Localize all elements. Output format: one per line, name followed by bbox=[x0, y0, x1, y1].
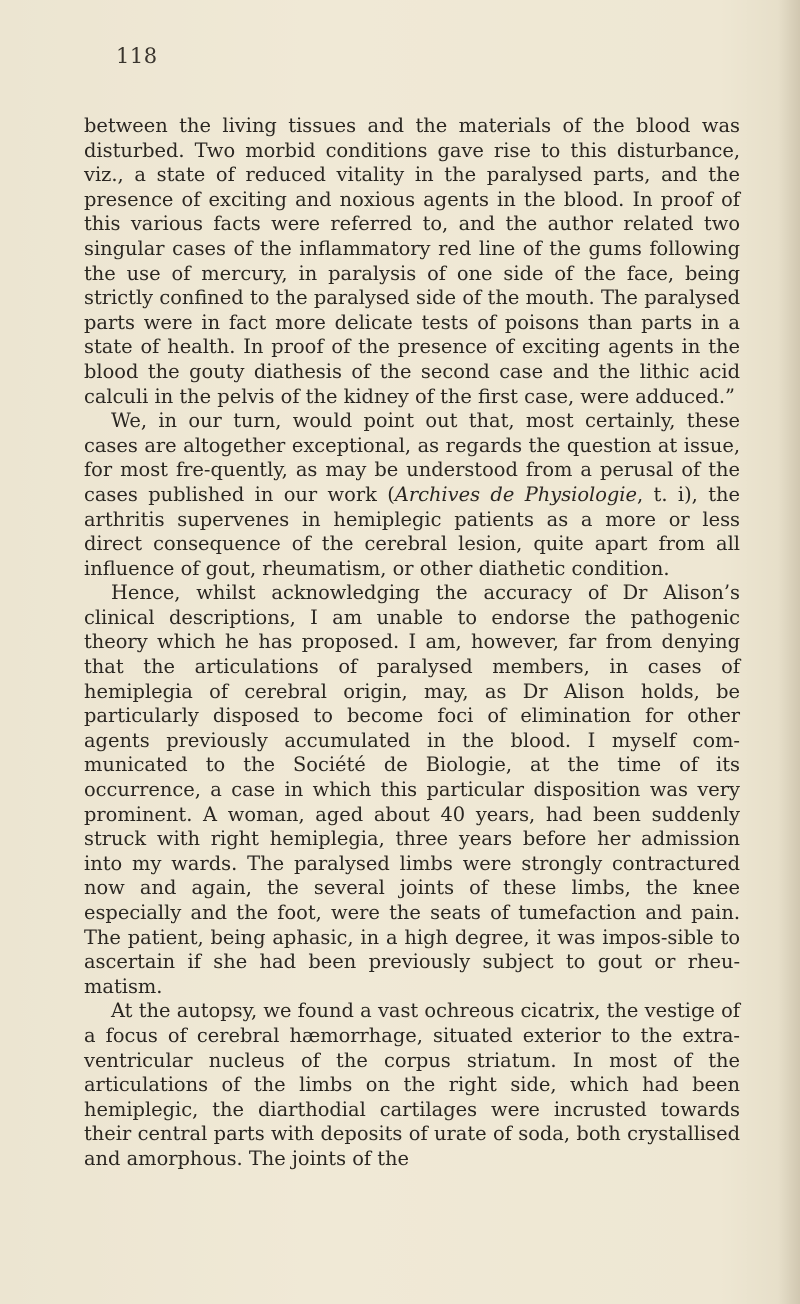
text-run: Hence, whilst acknowledging the accuracy of Dr Alison’s clinical descriptions, I am unable to endorse the pathogenic theory which he has proposed. I am, however, far from denying that the articulations of paralysed members, in cases of hemiplegia of cerebral origin, may, as Dr Alison holds, be particularly disposed to become foci of elimination for other agents previously accumulated in the blood. I myself com-municated to the Société de Biologie, at the time of its occurrence, a case in which this particular disposition was very prominent. A woman, aged about 40 years, had been suddenly struck with right hemiplegia, three years before her admission into my wards. The paralysed limbs were strongly contractured now and again, the several joints of these limbs, the knee especially and the foot, were the seats of tumefaction and pain. The patient, being aphasic, in a high degree, it was impos-sible to ascertain if she had been previously subject to gout or rheu-matism. bbox=[84, 581, 740, 998]
page-number: 118 bbox=[116, 44, 158, 68]
text-run: We, in our turn, would point out that, most certainly, these cases are altogether exceptional, as regards the question at issue, for most fre-quently, as may be understood from a perusal of the cases published in our work ( bbox=[84, 409, 740, 506]
paragraph bbox=[84, 409, 740, 581]
text-run: At the autopsy, we found a vast ochreous cicatrix, the vestige of a focus of cerebral hæmorrhage, situated exterior to the extra-ventricular nucleus of the corpus striatum. In most of the articulations of the limbs on the right side, which had been hemiplegic, the diarthodial cartilages were incrusted towards their central parts with deposits of urate of soda, both crystallised and amorphous. The joints of the bbox=[84, 999, 740, 1170]
paragraph bbox=[84, 114, 740, 409]
body-text bbox=[84, 114, 740, 1172]
text-run: , t. i), the arthritis supervenes in hemiplegic patients as a more or less direct consequence of the cerebral lesion, quite apart from all influence of gout, rheumatism, or other diathetic condition. bbox=[84, 482, 740, 580]
italic-text: Archives de Physiologie bbox=[394, 482, 637, 506]
page-edge-shadow bbox=[778, 0, 800, 1304]
text-run: between the living tissues and the materials of the blood was disturbed. Two morbid conditions gave rise to this disturbance, viz., a state of reduced vitality in the paralysed parts, and the presence of exciting and noxious agents in the blood. In proof of this various facts were referred to, and the author related two singular cases of the inflammatory red line of the gums following the use of mercury, in paralysis of one side of the face, being strictly confined to the paralysed side of the mouth. The paralysed parts were in fact more delicate tests of poisons than parts in a state of health. In proof of the presence of exciting agents in the blood the gouty diathesis of the second case and the lithic acid calculi in the pelvis of the kidney of the first case, were adduced.” bbox=[84, 114, 740, 408]
paragraph bbox=[84, 999, 740, 1171]
paragraph bbox=[84, 581, 740, 999]
